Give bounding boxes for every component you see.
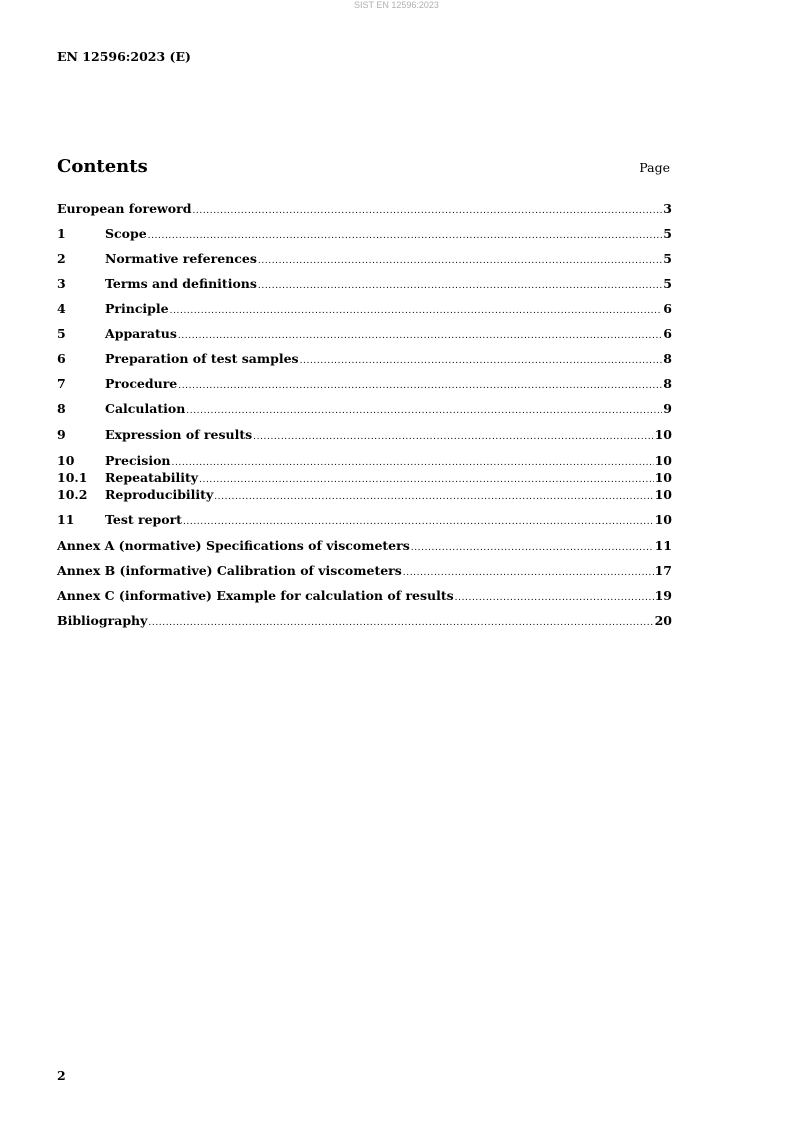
toc-entry-page: 5 — [663, 276, 672, 291]
toc-leader-dots — [178, 328, 662, 345]
toc-entry[interactable] — [57, 325, 672, 342]
toc-leader-dots — [183, 514, 654, 531]
toc-entry-page: 19 — [654, 588, 672, 603]
toc-entry-title: Terms and definitions — [105, 276, 257, 291]
toc-leader-dots — [186, 403, 662, 420]
document-id: EN 12596:2023 (E) — [57, 49, 191, 64]
toc-entry-page: 8 — [663, 351, 672, 366]
toc-leader-dots — [148, 228, 663, 245]
toc-entry[interactable] — [57, 400, 672, 417]
toc-entry-title: Normative references — [105, 251, 257, 266]
toc-leader-dots — [258, 278, 662, 295]
toc-entry-page: 8 — [663, 376, 672, 391]
toc-entry-number: 8 — [57, 401, 66, 416]
toc-entry-title: Calculation — [105, 401, 186, 416]
toc-entry-page: 10 — [654, 427, 672, 442]
toc-entry-number: 4 — [57, 301, 66, 316]
toc-entry-page: 6 — [663, 326, 672, 341]
toc-leader-dots — [258, 253, 662, 270]
toc-entry-page: 9 — [663, 401, 672, 416]
toc-entry-title: Scope — [105, 226, 147, 241]
toc-entry-page: 6 — [663, 301, 672, 316]
toc-leader-dots — [214, 489, 653, 506]
toc-entry[interactable] — [57, 537, 672, 554]
watermark: SIST EN 12596:2023 — [354, 0, 439, 10]
toc-leader-dots — [178, 378, 662, 395]
toc-entry-title: Procedure — [105, 376, 178, 391]
toc-entry[interactable] — [57, 275, 672, 292]
toc-entry-number: 9 — [57, 427, 66, 442]
toc-entry-title: European foreword — [57, 201, 192, 216]
toc-entry-page: 20 — [654, 613, 672, 628]
toc-entry-title: Test report — [105, 512, 182, 527]
page-column-label: Page — [639, 160, 670, 175]
toc-entry[interactable] — [57, 225, 672, 242]
toc-entry-number: 1 — [57, 226, 66, 241]
toc-entry[interactable] — [57, 469, 672, 486]
toc-entry-number: 2 — [57, 251, 66, 266]
toc-entry[interactable] — [57, 250, 672, 267]
toc-entry[interactable] — [57, 587, 672, 604]
toc-entry-page: 11 — [654, 538, 672, 553]
toc-leader-dots — [455, 590, 654, 607]
contents-title: Contents — [57, 156, 148, 177]
toc-entry-title: Annex C (informative) Example for calculation of results — [57, 588, 454, 603]
toc-entry-number: 7 — [57, 376, 66, 391]
toc-entry-title: Reproducibility — [105, 487, 214, 502]
toc-entry-title: Annex A (normative) Specifications of viscometers — [57, 538, 410, 553]
toc-entry[interactable] — [57, 612, 672, 629]
toc-entry-page: 3 — [663, 201, 672, 216]
toc-entry-title: Expression of results — [105, 427, 253, 442]
page-number: 2 — [57, 1068, 66, 1083]
toc-entry-page: 10 — [654, 470, 672, 485]
toc-entry[interactable] — [57, 375, 672, 392]
toc-entry[interactable] — [57, 511, 672, 528]
toc-leader-dots — [170, 303, 663, 320]
toc-entry-number: 10.2 — [57, 487, 88, 502]
toc-entry[interactable] — [57, 452, 672, 469]
toc-entry[interactable] — [57, 486, 672, 503]
toc-entry-number: 11 — [57, 512, 75, 527]
toc-leader-dots — [148, 615, 653, 632]
toc-leader-dots — [192, 203, 662, 220]
toc-entry-title: Repeatability — [105, 470, 199, 485]
toc-entry-number: 10.1 — [57, 470, 88, 485]
toc-entry-page: 10 — [654, 512, 672, 527]
toc-entry-title: Annex B (informative) Calibration of viscometers — [57, 563, 402, 578]
toc-entry[interactable] — [57, 200, 672, 217]
toc-entry-page: 10 — [654, 453, 672, 468]
toc-entry[interactable] — [57, 426, 672, 443]
toc-entry-page: 5 — [663, 251, 672, 266]
toc-entry[interactable] — [57, 300, 672, 317]
toc-entry-page: 17 — [654, 563, 672, 578]
toc-entry-number: 6 — [57, 351, 66, 366]
toc-entry-number: 3 — [57, 276, 66, 291]
toc-entry[interactable] — [57, 562, 672, 579]
toc-entry[interactable] — [57, 350, 672, 367]
toc-entry-number: 10 — [57, 453, 75, 468]
toc-entry-title: Preparation of test samples — [105, 351, 299, 366]
toc-leader-dots — [403, 565, 654, 582]
toc-entry-title: Precision — [105, 453, 171, 468]
toc-entry-title: Bibliography — [57, 613, 148, 628]
toc-entry-title: Apparatus — [105, 326, 177, 341]
toc-entry-page: 5 — [663, 226, 672, 241]
toc-entry-title: Principle — [105, 301, 169, 316]
toc-entry-number: 5 — [57, 326, 66, 341]
toc-leader-dots — [300, 353, 663, 370]
toc-leader-dots — [253, 429, 653, 446]
toc-entry-page: 10 — [654, 487, 672, 502]
toc-leader-dots — [411, 540, 654, 557]
